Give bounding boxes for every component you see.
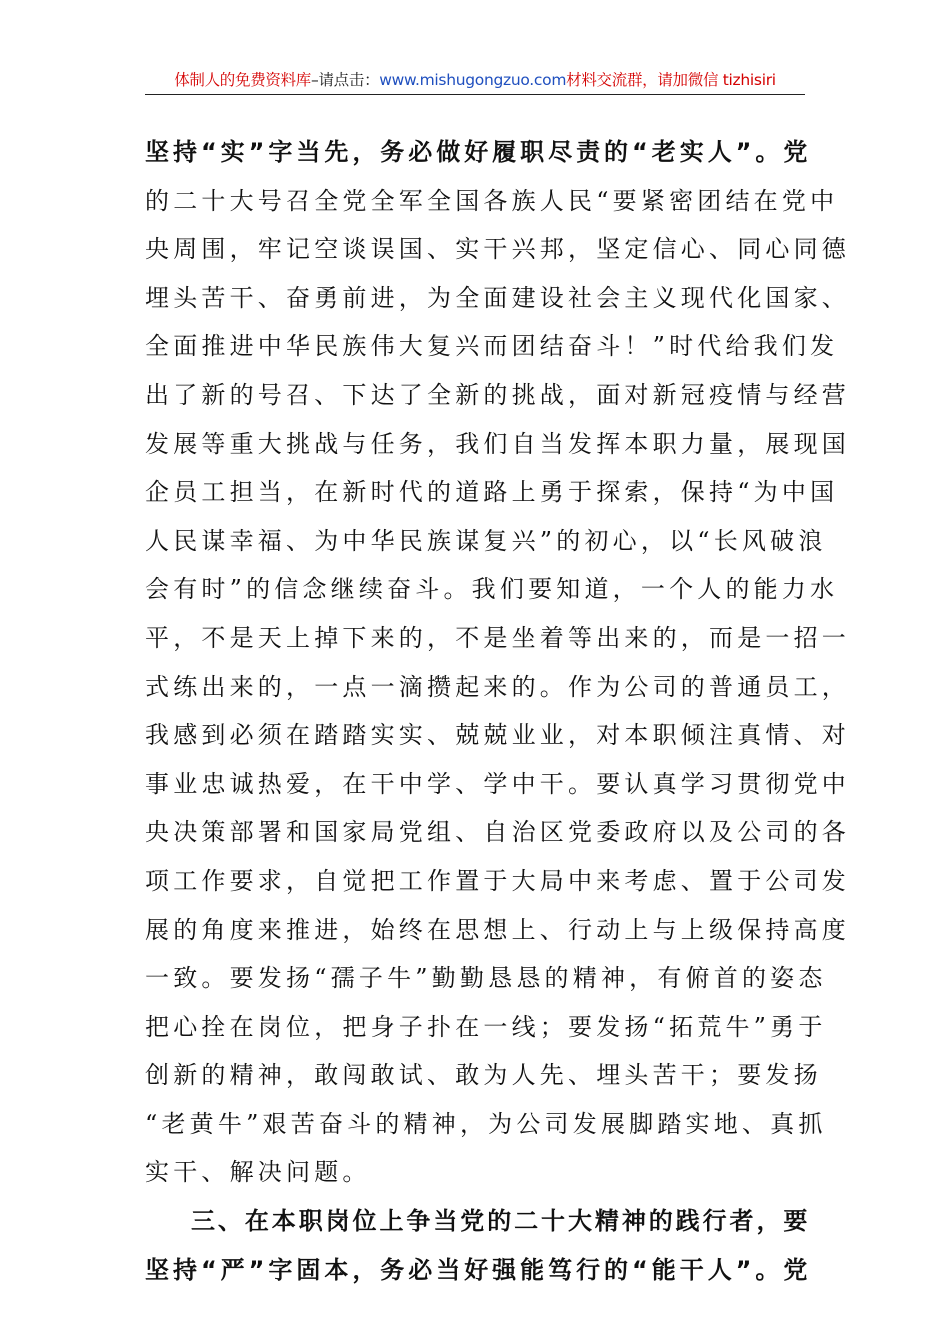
text-line: 坚持“实”字当先，务必做好履职尽责的“老实人”。党	[145, 138, 810, 166]
section-heading-line: 三、在本职岗位上争当党的二十大精神的践行者，要	[191, 1207, 810, 1236]
text-line: 把心拴在岗位，把身子扑在一线；要发扬“拓荒牛”勇于	[145, 1012, 827, 1041]
text-line: 全面推进中华民族伟大复兴而团结奋斗！”时代给我们发	[145, 332, 839, 361]
text-line: 埋头苦干、奋勇前进，为全面建设社会主义现代化国家、	[145, 283, 850, 312]
text-line: 我感到必须在踏踏实实、兢兢业业，对本职倾注真情、对	[145, 721, 850, 750]
website-link[interactable]: www.mishugongzuo.com	[379, 71, 567, 89]
text-line: 一致。要发扬“孺子牛”勤勤恳恳的精神，有俯首的姿态	[145, 964, 827, 993]
wechat-group-text: 材料交流群，请加微信 tizhisiri	[566, 71, 776, 89]
text-line: 企员工担当，在新时代的道路上勇于探索，保持“为中国	[145, 478, 839, 507]
section-heading-line: 坚持“严”字固本，务必当好强能笃行的“能干人”。党	[145, 1255, 810, 1284]
text-line: 的二十大号召全党全军全国各族人民“要紧密团结在党中	[145, 186, 839, 215]
text-line: 展的角度来推进，始终在思想上、行动上与上级保持高度	[145, 915, 850, 944]
text-line: 出了新的号召、下达了全新的挑战，面对新冠疫情与经营	[145, 380, 850, 409]
library-name: 体制人的免费资料库	[174, 71, 312, 89]
text-line: 事业忠诚热爱，在干中学、学中干。要认真学习贯彻党中	[145, 769, 850, 798]
text-line: “老黄牛”艰苦奋斗的精神，为公司发展脚踏实地、真抓	[145, 1109, 827, 1138]
text-line: 发展等重大挑战与任务，我们自当发挥本职力量，展现国	[145, 429, 850, 458]
click-prompt: –请点击：	[311, 71, 380, 89]
text-line: 央决策部署和国家局党组、自治区党委政府以及公司的各	[145, 818, 850, 847]
document-body	[145, 128, 850, 1294]
text-line: 平，不是天上掉下来的，不是坐着等出来的，而是一招一	[145, 623, 850, 652]
text-line: 创新的精神，敢闯敢试、敢为人先、埋头苦干；要发扬	[145, 1061, 822, 1090]
text-line: 式练出来的，一点一滴攒起来的。作为公司的普通员工，	[145, 672, 850, 701]
text-line: 会有时”的信念继续奋斗。我们要知道，一个人的能力水	[145, 575, 839, 604]
text-line: 实干、解决问题。	[145, 1158, 371, 1187]
text-line: 项工作要求，自觉把工作置于大局中来考虑、置于公司发	[145, 866, 850, 895]
page-header	[145, 68, 805, 95]
text-line: 央周围，牢记空谈误国、实干兴邦，坚定信心、同心同德	[145, 235, 850, 264]
text-line: 人民谋幸福、为中华民族谋复兴”的初心，以“长风破浪	[145, 526, 827, 555]
